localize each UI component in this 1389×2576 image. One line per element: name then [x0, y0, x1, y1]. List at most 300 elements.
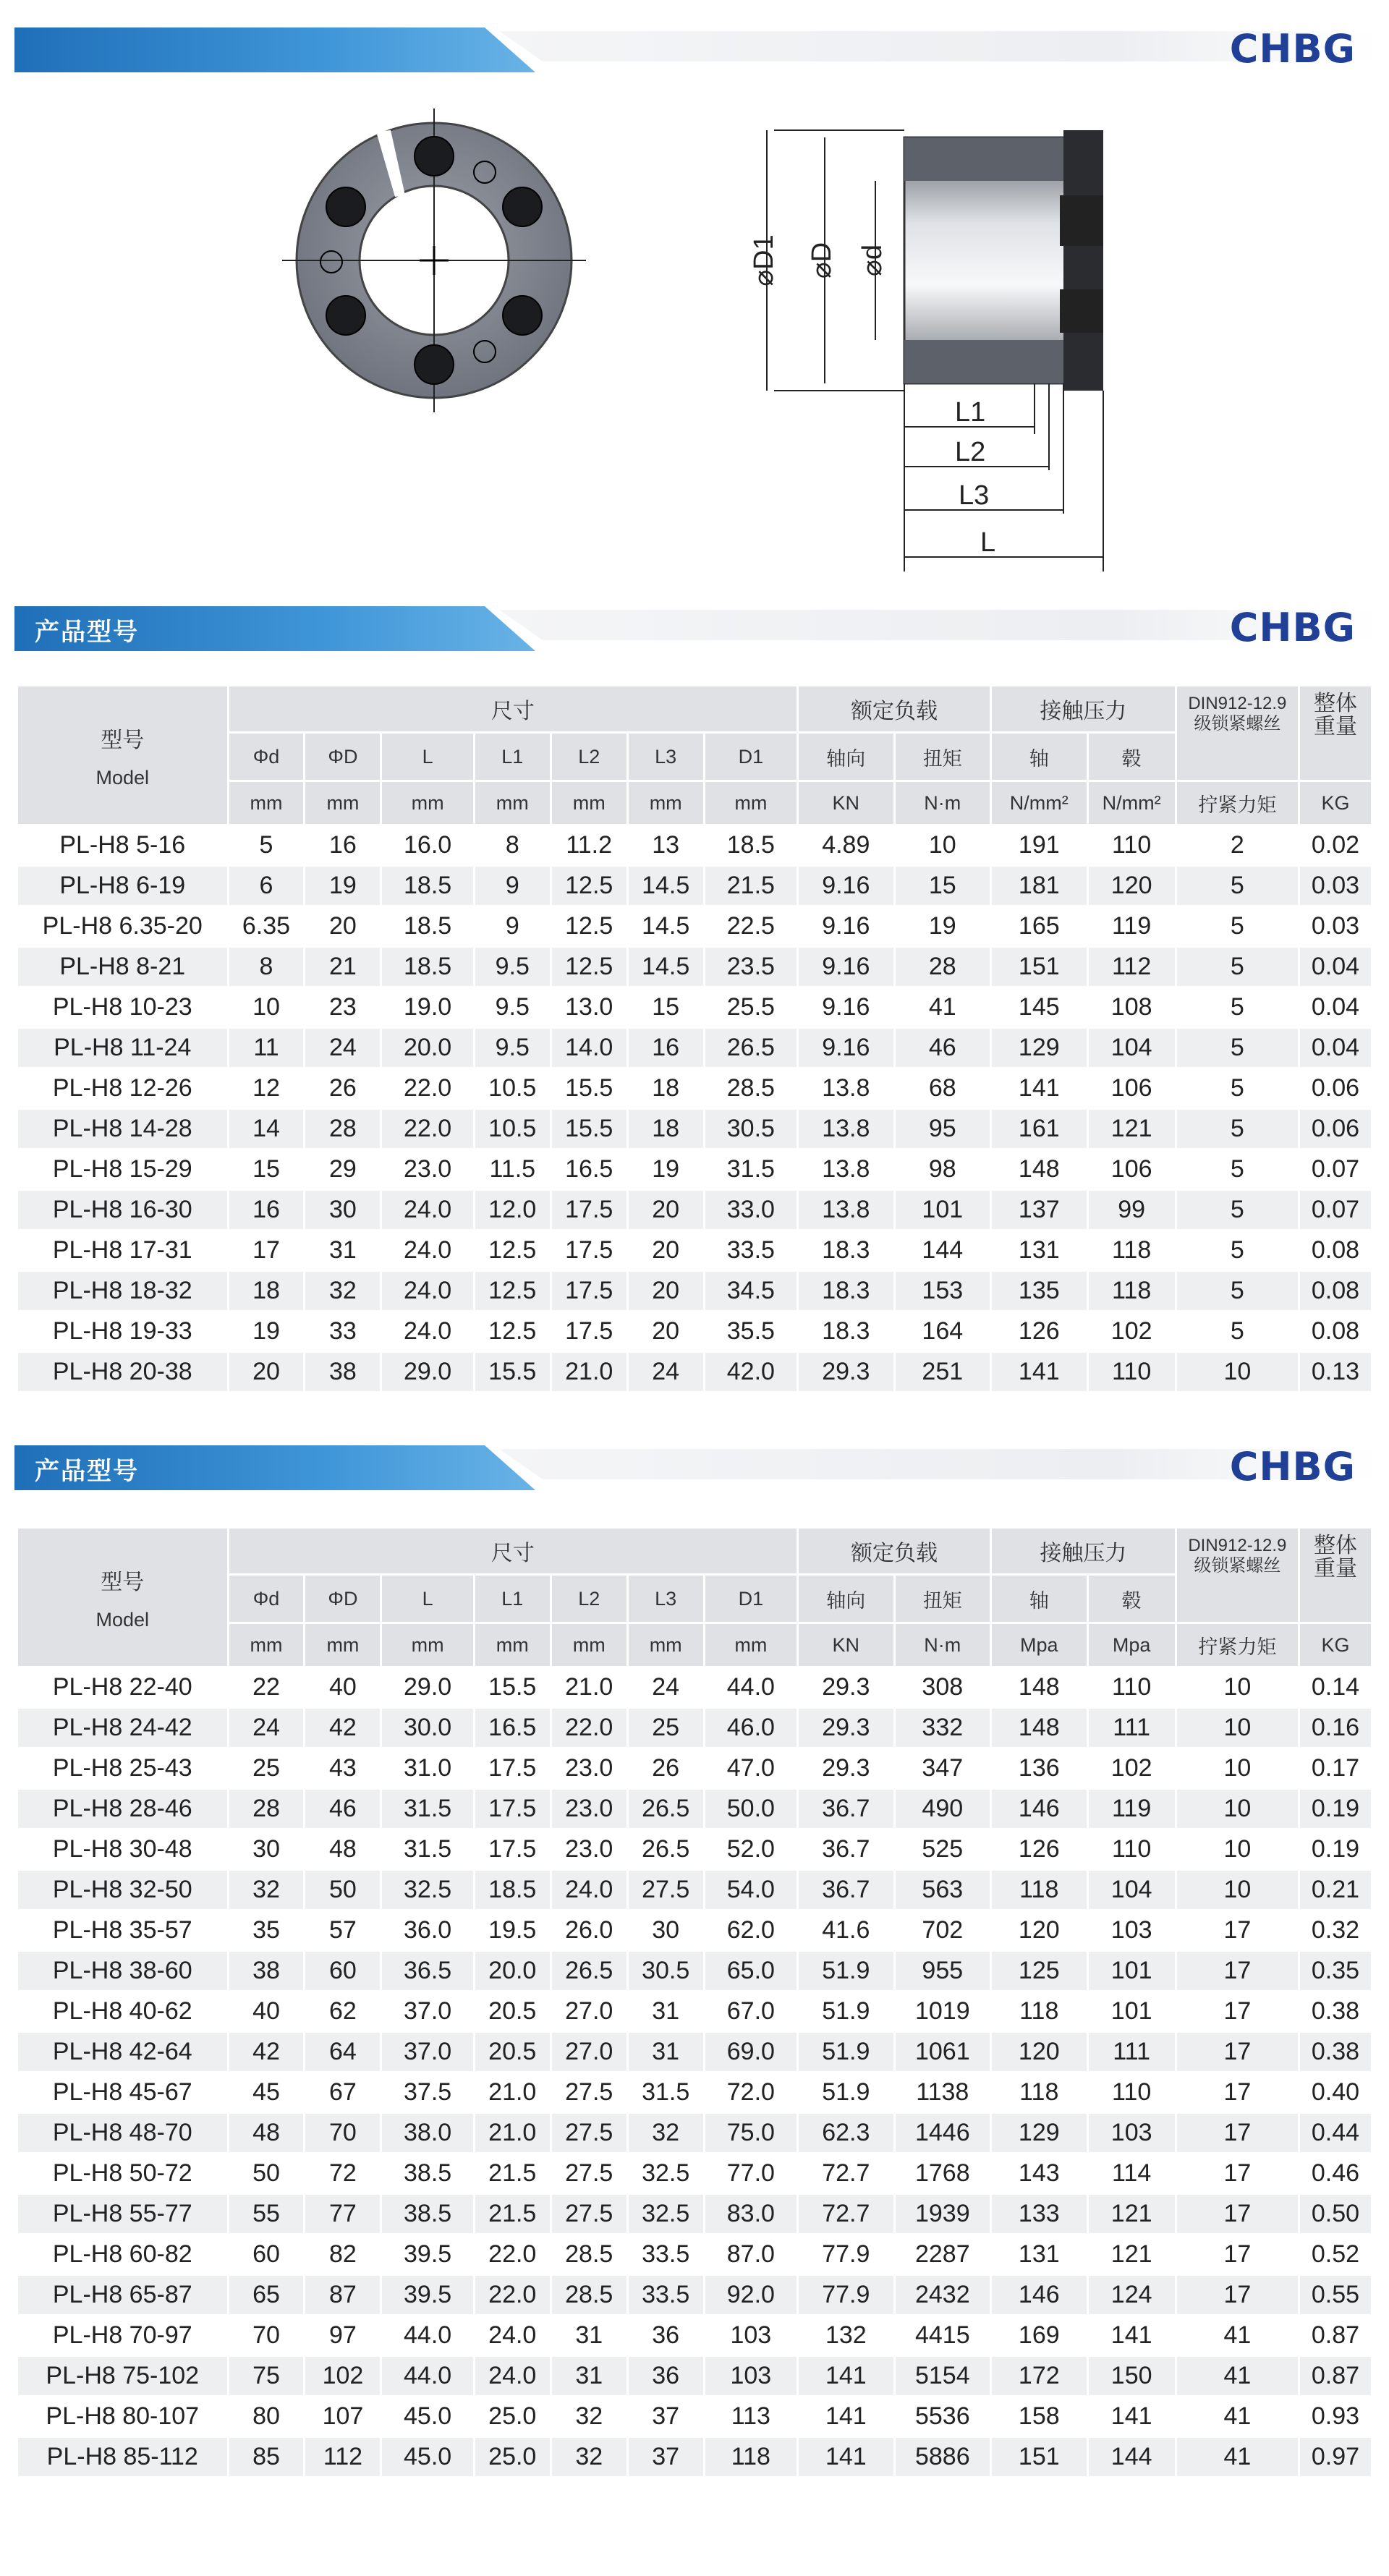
unit-header: mm	[705, 1624, 797, 1666]
value-cell: 101	[1089, 1952, 1175, 1990]
value-cell: 8	[229, 948, 304, 986]
value-cell: 141	[799, 2438, 893, 2476]
model-cell: PL-H8 80-107	[46, 2402, 200, 2430]
model-cell: PL-H8 35-57	[52, 1916, 192, 1944]
value-cell: 0.04	[1311, 993, 1360, 1021]
value-cell: 251	[896, 1353, 990, 1391]
value-cell: 50.0	[705, 1790, 797, 1828]
value-cell: 99	[1089, 1191, 1175, 1229]
value-cell: 347	[922, 1754, 964, 1782]
value-cell: 27.5	[565, 2159, 613, 2187]
value-cell: 54.0	[705, 1871, 797, 1909]
value-cell: 110	[1112, 1835, 1152, 1863]
value-cell: 11	[229, 1029, 304, 1067]
value-cell: 32	[305, 1272, 380, 1310]
value-cell: 14.0	[552, 1029, 626, 1067]
value-cell: 24.0	[488, 2321, 537, 2349]
value-cell: 29.3	[822, 1754, 870, 1782]
column-header: 轴向	[799, 734, 893, 780]
value-cell: 27.5	[565, 2078, 613, 2106]
model-header: 型号 Model	[18, 686, 227, 824]
value-cell: 1446	[896, 2114, 990, 2152]
value-cell: 26.5	[642, 1835, 690, 1863]
value-cell: 0.19	[1300, 1790, 1371, 1828]
table-row	[18, 1992, 1371, 2031]
value-cell: 107	[322, 2402, 364, 2430]
value-cell: 120	[1089, 867, 1175, 905]
value-cell: 20	[629, 1191, 703, 1229]
value-cell: 12.5	[475, 1272, 550, 1310]
value-cell: 41	[1223, 2321, 1252, 2349]
value-cell: 141	[799, 2357, 893, 2395]
value-cell: 150	[1089, 2357, 1175, 2395]
value-cell: 38.5	[404, 2159, 452, 2187]
value-cell: 0.04	[1300, 1029, 1371, 1067]
value-cell: 20.5	[488, 1997, 537, 2025]
value-cell: 46.0	[705, 1709, 797, 1747]
value-cell: 0.04	[1300, 948, 1371, 986]
value-cell: 15.5	[552, 1110, 626, 1148]
value-cell: 0.08	[1311, 1236, 1360, 1264]
value-cell: 10	[1223, 1673, 1252, 1701]
value-cell: 31	[652, 1997, 680, 2025]
value-cell: 151	[992, 948, 1086, 986]
value-cell: 22.0	[488, 2240, 537, 2268]
value-cell: 29	[329, 1155, 357, 1183]
value-cell: 12.5	[552, 867, 626, 905]
value-cell: 30.5	[629, 1952, 703, 1990]
value-cell: 141	[1110, 2321, 1152, 2349]
unit-header: Mpa	[1089, 1624, 1175, 1666]
value-cell: 118	[1089, 1272, 1175, 1310]
table-row	[18, 2438, 1371, 2476]
column-header: Φd	[229, 734, 304, 780]
value-cell: 141	[1018, 1074, 1060, 1102]
value-cell: 16.5	[475, 1709, 550, 1747]
value-cell: 332	[896, 1709, 990, 1747]
value-cell: 110	[1112, 831, 1152, 859]
value-cell: 164	[922, 1317, 964, 1345]
value-cell: 80	[252, 2402, 280, 2430]
section-title: 产品型号	[35, 619, 139, 646]
table-row	[18, 2073, 1371, 2112]
value-cell: 702	[922, 1916, 964, 1944]
value-cell: 1768	[914, 2159, 970, 2187]
value-cell: 16	[329, 831, 357, 859]
value-cell: 2432	[896, 2276, 990, 2314]
value-cell: 31	[329, 1236, 357, 1264]
value-cell: 165	[1018, 912, 1060, 940]
value-cell: 121	[1089, 1110, 1175, 1148]
value-cell: 45	[252, 2078, 280, 2106]
rated-load-header: 额定负载	[799, 1529, 990, 1573]
value-cell: 15	[652, 993, 680, 1021]
value-cell: 12.5	[488, 1236, 537, 1264]
value-cell: 20	[652, 1317, 680, 1345]
value-cell: 0.14	[1311, 1673, 1360, 1701]
unit-header: KG	[1300, 1624, 1371, 1666]
value-cell: 72	[329, 2159, 357, 2187]
value-cell: 41	[928, 993, 956, 1021]
column-header: D1	[705, 1576, 797, 1622]
value-cell: 137	[992, 1191, 1086, 1229]
value-cell: 143	[1018, 2159, 1060, 2187]
spec-table-1	[16, 684, 1373, 1393]
value-cell: 33.5	[642, 2240, 690, 2268]
value-cell: 65.0	[705, 1952, 797, 1990]
unit-header: mm	[705, 782, 797, 824]
value-cell: 17	[1177, 1952, 1298, 1990]
value-cell: 112	[1089, 948, 1175, 986]
unit-header: mm	[382, 1624, 472, 1666]
value-cell: 119	[1089, 1790, 1175, 1828]
value-cell: 18.5	[404, 912, 452, 940]
value-cell: 20.5	[475, 2033, 550, 2071]
value-cell: 111	[1089, 1709, 1175, 1747]
value-cell: 525	[922, 1835, 964, 1863]
value-cell: 37.5	[404, 2078, 452, 2106]
value-cell: 5536	[914, 2402, 970, 2430]
value-cell: 5	[1230, 1074, 1244, 1102]
value-cell: 20.0	[475, 1952, 550, 1990]
value-cell: 27.0	[552, 2033, 626, 2071]
value-cell: 25.0	[488, 2402, 537, 2430]
column-header: ΦD	[305, 1576, 380, 1622]
value-cell: 5	[1177, 1191, 1298, 1229]
value-cell: 20	[629, 1272, 703, 1310]
value-cell: 0.03	[1311, 912, 1360, 940]
value-cell: 118	[992, 1871, 1086, 1909]
model-cell: PL-H8 75-102	[18, 2357, 227, 2395]
value-cell: 110	[1112, 2078, 1152, 2106]
model-cell: PL-H8 20-38	[18, 1353, 227, 1391]
value-cell: 17.5	[565, 1236, 613, 1264]
value-cell: 85	[229, 2438, 304, 2476]
value-cell: 135	[992, 1272, 1086, 1310]
value-cell: 28.5	[552, 2276, 626, 2314]
value-cell: 43	[329, 1754, 357, 1782]
value-cell: 60	[252, 2240, 280, 2268]
model-cell: PL-H8 32-50	[18, 1871, 227, 1909]
value-cell: 24.0	[404, 1236, 452, 1264]
value-cell: 45.0	[382, 2438, 472, 2476]
value-cell: 0.06	[1311, 1074, 1360, 1102]
technical-drawing	[0, 87, 1389, 593]
value-cell: 20	[652, 1236, 680, 1264]
value-cell: 120	[1018, 1916, 1060, 1944]
value-cell: 17.5	[488, 1835, 537, 1863]
model-cell: PL-H8 60-82	[52, 2240, 192, 2268]
value-cell: 5	[1177, 1272, 1298, 1310]
value-cell: 31.5	[642, 2078, 690, 2106]
value-cell: 17.5	[475, 1790, 550, 1828]
value-cell: 32	[229, 1871, 304, 1909]
column-header: 轴	[992, 734, 1086, 780]
value-cell: 18.5	[382, 867, 472, 905]
table-row	[18, 1191, 1371, 1229]
model-cell: PL-H8 10-23	[52, 993, 192, 1021]
table-row	[18, 1830, 1371, 1869]
value-cell: 9.16	[799, 1029, 893, 1067]
column-header: ΦD	[305, 734, 380, 780]
value-cell: 14.5	[629, 867, 703, 905]
unit-header: mm	[305, 782, 380, 824]
unit-header: mm	[229, 782, 304, 824]
table-row	[18, 2357, 1371, 2395]
value-cell: 15.5	[475, 1353, 550, 1391]
value-cell: 24.0	[382, 1272, 472, 1310]
value-cell: 0.44	[1300, 2114, 1371, 2152]
column-header: L1	[475, 1576, 550, 1622]
value-cell: 19.0	[404, 993, 452, 1021]
value-cell: 4415	[914, 2321, 970, 2349]
value-cell: 0.55	[1300, 2276, 1371, 2314]
value-cell: 0.32	[1311, 1916, 1360, 1944]
model-cell: PL-H8 14-28	[18, 1110, 227, 1148]
table-row	[18, 1709, 1371, 1747]
value-cell: 148	[1018, 1155, 1060, 1183]
value-cell: 50	[252, 2159, 280, 2187]
screw-header: DIN912-12.9 级锁紧螺丝	[1177, 686, 1298, 780]
value-cell: 21.5	[488, 2159, 537, 2187]
value-cell: 29.0	[382, 1353, 472, 1391]
value-cell: 24.0	[382, 1191, 472, 1229]
value-cell: 113	[731, 2402, 770, 2430]
value-cell: 5	[1230, 912, 1244, 940]
value-cell: 77.9	[822, 2240, 870, 2268]
value-cell: 17	[1223, 1997, 1252, 2025]
value-cell: 33.5	[629, 2276, 703, 2314]
value-cell: 5	[1230, 1155, 1244, 1183]
column-header: L2	[552, 1576, 626, 1622]
value-cell: 19	[928, 912, 956, 940]
unit-header: N/mm²	[992, 782, 1086, 824]
value-cell: 148	[992, 1709, 1086, 1747]
table-row	[18, 988, 1371, 1026]
value-cell: 26.0	[565, 1916, 613, 1944]
value-cell: 15.5	[488, 1673, 537, 1701]
value-cell: 17	[1223, 1916, 1252, 1944]
value-cell: 0.16	[1300, 1709, 1371, 1747]
value-cell: 40	[329, 1673, 357, 1701]
value-cell: 26.5	[705, 1029, 797, 1067]
value-cell: 26.5	[629, 1790, 703, 1828]
table-row	[18, 2316, 1371, 2355]
table-row	[18, 2397, 1371, 2436]
value-cell: 955	[896, 1952, 990, 1990]
value-cell: 26.5	[552, 1952, 626, 1990]
model-cell: PL-H8 15-29	[52, 1155, 192, 1183]
value-cell: 17	[252, 1236, 280, 1264]
unit-header: mm	[629, 782, 703, 824]
unit-header: KN	[799, 782, 893, 824]
value-cell: 77.9	[799, 2276, 893, 2314]
column-header: 扭矩	[896, 734, 990, 780]
header-band-3	[0, 1424, 1389, 1496]
svg-text:L2: L2	[955, 437, 986, 467]
value-cell: 46	[305, 1790, 380, 1828]
value-cell: 60	[305, 1952, 380, 1990]
value-cell: 5	[259, 831, 273, 859]
value-cell: 10	[1177, 1709, 1298, 1747]
value-cell: 16	[229, 1191, 304, 1229]
value-cell: 17	[1177, 2195, 1298, 2233]
column-header: 扭矩	[896, 1576, 990, 1622]
header-band-2	[0, 585, 1389, 657]
table-row	[18, 2154, 1371, 2193]
value-cell: 16.0	[404, 831, 452, 859]
value-cell: 0.08	[1311, 1317, 1360, 1345]
value-cell: 133	[992, 2195, 1086, 2233]
value-cell: 62	[329, 1997, 357, 2025]
model-cell: PL-H8 6-19	[18, 867, 227, 905]
value-cell: 132	[825, 2321, 867, 2349]
value-cell: 10	[928, 831, 956, 859]
value-cell: 38.5	[382, 2195, 472, 2233]
value-cell: 20	[329, 912, 357, 940]
value-cell: 17.5	[488, 1754, 537, 1782]
table-row	[18, 1668, 1371, 1706]
value-cell: 172	[992, 2357, 1086, 2395]
value-cell: 32	[629, 2114, 703, 2152]
value-cell: 31.5	[726, 1155, 775, 1183]
value-cell: 0.06	[1300, 1110, 1371, 1148]
value-cell: 0.21	[1300, 1871, 1371, 1909]
value-cell: 24	[305, 1029, 380, 1067]
value-cell: 10	[1177, 1353, 1298, 1391]
value-cell: 119	[1112, 912, 1152, 940]
value-cell: 1061	[896, 2033, 990, 2071]
contact-pressure-header: 接触压力	[992, 686, 1175, 731]
value-cell: 169	[1018, 2321, 1060, 2349]
column-header: Φd	[229, 1576, 304, 1622]
screw-header: DIN912-12.9 级锁紧螺丝	[1177, 1529, 1298, 1622]
column-header: L3	[629, 1576, 703, 1622]
value-cell: 0.87	[1311, 2321, 1360, 2349]
table-row	[18, 826, 1371, 864]
value-cell: 36	[652, 2321, 680, 2349]
table-row	[18, 1029, 1371, 1067]
value-cell: 23.0	[565, 1754, 613, 1782]
front-view	[282, 109, 586, 412]
value-cell: 13.0	[565, 993, 613, 1021]
value-cell: 308	[922, 1673, 964, 1701]
value-cell: 16.5	[565, 1155, 613, 1183]
value-cell: 38	[305, 1353, 380, 1391]
table-row	[18, 1069, 1371, 1108]
value-cell: 18	[629, 1110, 703, 1148]
value-cell: 563	[896, 1871, 990, 1909]
value-cell: 121	[1110, 2240, 1152, 2268]
value-cell: 145	[1018, 993, 1060, 1021]
unit-header: mm	[382, 782, 472, 824]
value-cell: 39.5	[382, 2276, 472, 2314]
value-cell: 9	[505, 912, 519, 940]
model-cell: PL-H8 5-16	[59, 831, 186, 859]
value-cell: 9.5	[475, 948, 550, 986]
value-cell: 65	[229, 2276, 304, 2314]
svg-text:⌀D: ⌀D	[807, 242, 837, 279]
model-cell: PL-H8 85-112	[18, 2438, 227, 2476]
value-cell: 44.0	[726, 1673, 775, 1701]
brand-logo: CHBG	[1229, 26, 1356, 72]
value-cell: 29.0	[404, 1673, 452, 1701]
value-cell: 16	[629, 1029, 703, 1067]
value-cell: 18.5	[726, 831, 775, 859]
value-cell: 42	[229, 2033, 304, 2071]
value-cell: 17	[1177, 2033, 1298, 2071]
table-row	[18, 1871, 1371, 1909]
value-cell: 47.0	[726, 1754, 775, 1782]
value-cell: 24.0	[552, 1871, 626, 1909]
svg-text:⌀d: ⌀d	[857, 244, 888, 277]
value-cell: 10	[1223, 1835, 1252, 1863]
value-cell: 25	[252, 1754, 280, 1782]
value-cell: 0.07	[1311, 1155, 1360, 1183]
value-cell: 18.3	[822, 1236, 870, 1264]
value-cell: 18.5	[382, 948, 472, 986]
model-cell: PL-H8 24-42	[18, 1709, 227, 1747]
value-cell: 19.5	[488, 1916, 537, 1944]
value-cell: 77.0	[726, 2159, 775, 2187]
value-cell: 151	[992, 2438, 1086, 2476]
value-cell: 92.0	[705, 2276, 797, 2314]
value-cell: 141	[1110, 2402, 1152, 2430]
model-cell: PL-H8 8-21	[18, 948, 227, 986]
value-cell: 144	[922, 1236, 964, 1264]
brand-logo: CHBG	[1229, 605, 1356, 650]
value-cell: 36.7	[799, 1871, 893, 1909]
value-cell: 67	[329, 2078, 357, 2106]
svg-text:⌀D1: ⌀D1	[749, 234, 779, 286]
value-cell: 22.0	[552, 1709, 626, 1747]
value-cell: 30	[252, 1835, 280, 1863]
column-header: L	[382, 1576, 472, 1622]
value-cell: 20	[229, 1353, 304, 1391]
value-cell: 23.0	[565, 1835, 613, 1863]
value-cell: 72.7	[799, 2195, 893, 2233]
value-cell: 32.5	[382, 1871, 472, 1909]
value-cell: 5886	[896, 2438, 990, 2476]
column-header: 毂	[1089, 734, 1175, 780]
value-cell: 0.87	[1300, 2357, 1371, 2395]
column-header: 毂	[1089, 1576, 1175, 1622]
value-cell: 37.0	[404, 1997, 452, 2025]
value-cell: 11.2	[566, 831, 613, 859]
value-cell: 23.0	[404, 1155, 452, 1183]
value-cell: 17.5	[552, 1272, 626, 1310]
table-row	[18, 2235, 1371, 2274]
value-cell: 104	[1089, 1029, 1175, 1067]
value-cell: 17	[1223, 2159, 1252, 2187]
value-cell: 131	[1018, 2240, 1060, 2268]
value-cell: 19	[305, 867, 380, 905]
value-cell: 0.50	[1300, 2195, 1371, 2233]
value-cell: 9.5	[475, 1029, 550, 1067]
value-cell: 51.9	[822, 2078, 870, 2106]
value-cell: 36	[629, 2357, 703, 2395]
side-view	[749, 130, 1103, 571]
value-cell: 10.5	[475, 1110, 550, 1148]
value-cell: 33	[329, 1317, 357, 1345]
value-cell: 6.35	[242, 912, 291, 940]
value-cell: 11.5	[489, 1155, 536, 1183]
value-cell: 29.3	[799, 1353, 893, 1391]
value-cell: 0.38	[1300, 2033, 1371, 2071]
table-row	[18, 1790, 1371, 1828]
value-cell: 21.0	[475, 2114, 550, 2152]
value-cell: 111	[1089, 2033, 1175, 2071]
